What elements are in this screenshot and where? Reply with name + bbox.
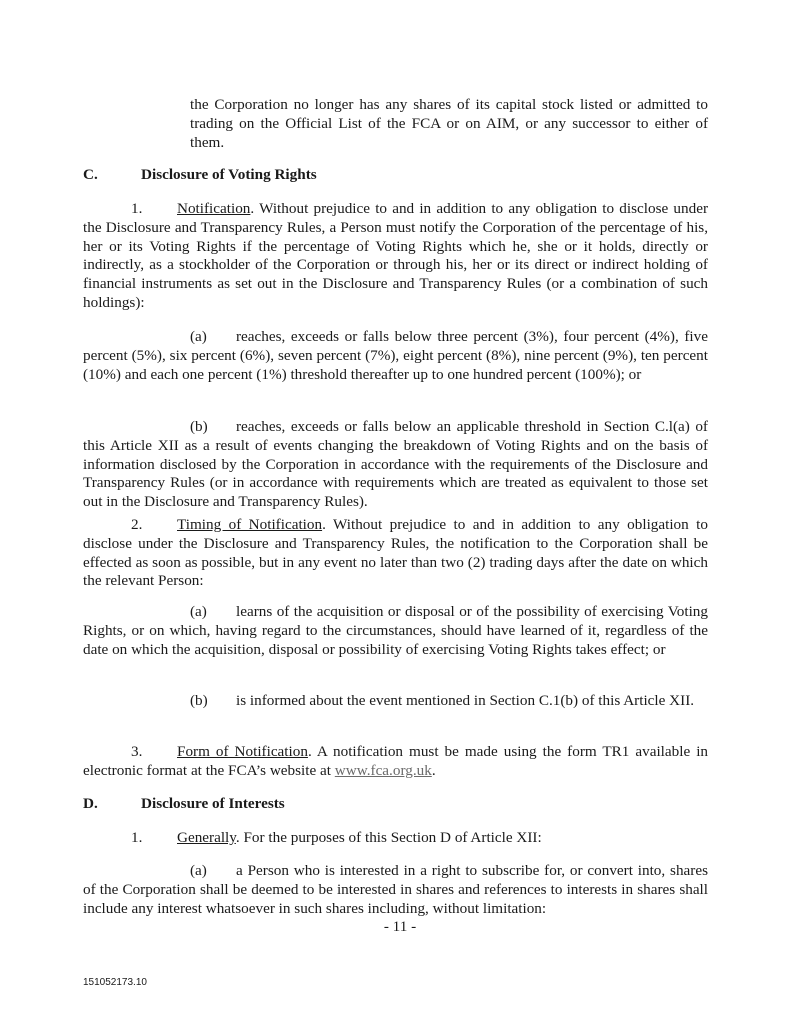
section-c-title: Disclosure of Voting Rights [141, 166, 317, 183]
d1a-text: a Person who is interested in a right to subscribe for, or convert into, shares of the Corporation shall be deemed to be interested in shares and references to interests in shares shall include any interest whatsoever in such shares including, without limitation: [83, 862, 708, 917]
c1b-text: reaches, exceeds or falls below an applicable threshold in Section C.l(a) of this Article XII as a result of events changing the breakdown of Voting Rights and on the basis of information disclosed by the Corporation in accordance with the requirements of the Disclosure and Transparency Rules (or in accordance with requirements which are treated as equivalent to those set out in the Disclosure and Transparency Rules). [83, 418, 708, 511]
c3-text-before: . A notification must be made using the form TR1 available in electronic format at the FCA’s website at [83, 743, 709, 779]
c3-text-after: . [431, 761, 436, 779]
section-c-heading [83, 166, 317, 185]
section-d-title: Disclosure of Interests [141, 795, 285, 812]
section-d-heading [83, 795, 285, 814]
c3-number: 3. [131, 743, 143, 760]
c1-number: 1. [131, 200, 143, 217]
d1-text: . For the purposes of this Section D of Article XII: [235, 829, 542, 846]
c2-text: . Without prejudice to and in addition to any obligation to disclose under the Disclosure and Transparency Rules, the notification to the Corporation shall be effected as soon as possible, but in any event no later than two (2) trading days after the date on which the relevant Person: [83, 516, 708, 590]
c2a-text: learns of the acquisition or disposal or of the possibility of exercising Voting Rights, or on which, having regard to the circumstances, should have learned of it, regardless of the date on which the acquisition, disposal or possibility of exercising Voting Rights takes effect; or [83, 603, 708, 658]
c2-number: 2. [131, 516, 143, 533]
c2-heading: Timing of Notification [177, 516, 323, 533]
c2b-label: (b) [190, 692, 208, 709]
section-c-paragraph-1b [83, 418, 708, 512]
document-id: 151052173.10 [83, 977, 147, 988]
section-d-paragraph-1a [83, 862, 708, 918]
d1-heading: Generally [177, 829, 236, 846]
section-d-paragraph-1 [83, 829, 708, 848]
section-c-paragraph-2a [83, 603, 708, 659]
fca-website-link[interactable]: www.fca.org.uk [334, 761, 432, 779]
page-number: - 11 - [383, 918, 417, 935]
c2a-label: (a) [190, 603, 207, 620]
section-c-letter: C. [83, 166, 98, 183]
section-c-paragraph-2 [83, 516, 708, 591]
section-c-paragraph-3 [83, 743, 708, 781]
c3-heading: Form of Notification [177, 743, 308, 760]
section-c-paragraph-2b [83, 692, 708, 711]
section-c-paragraph-1a [83, 328, 708, 384]
intro-text: the Corporation no longer has any shares of its capital stock listed or admitted to trading on the Official List of the FCA or on AIM, or any successor to either of them. [190, 96, 708, 151]
c1b-label: (b) [190, 418, 208, 435]
c1-heading: Notification [177, 200, 251, 217]
c1a-label: (a) [190, 328, 207, 345]
c1-text: . Without prejudice to and in addition to any obligation to disclose under the Disclosure and Transparency Rules, a Person must notify the Corporation of the percentage of his, her or its Voting Rights if the percentage of Voting Rights which he, she or it holds, directly or indirectly, as a stockholder of the Corporation or through his, her or its direct or indirect holding of financial instruments as set out in the Disclosure and Transparency Rules (or a combination of such holdings): [83, 200, 708, 311]
c2b-text: is informed about the event mentioned in Section C.1(b) of this Article XII. [236, 692, 695, 709]
d1-number: 1. [131, 829, 143, 846]
d1a-label: (a) [190, 862, 207, 879]
c1a-text: reaches, exceeds or falls below three percent (3%), four percent (4%), five percent (5%), six percent (6%), seven percent (7%), eight percent (8%), nine percent (9%), ten percent (10%) and each one percent (1%) threshold thereafter up to one hundred percent (100%); or [83, 328, 708, 383]
section-d-letter: D. [83, 795, 98, 812]
intro-paragraph [190, 96, 708, 152]
section-c-paragraph-1 [83, 200, 708, 313]
